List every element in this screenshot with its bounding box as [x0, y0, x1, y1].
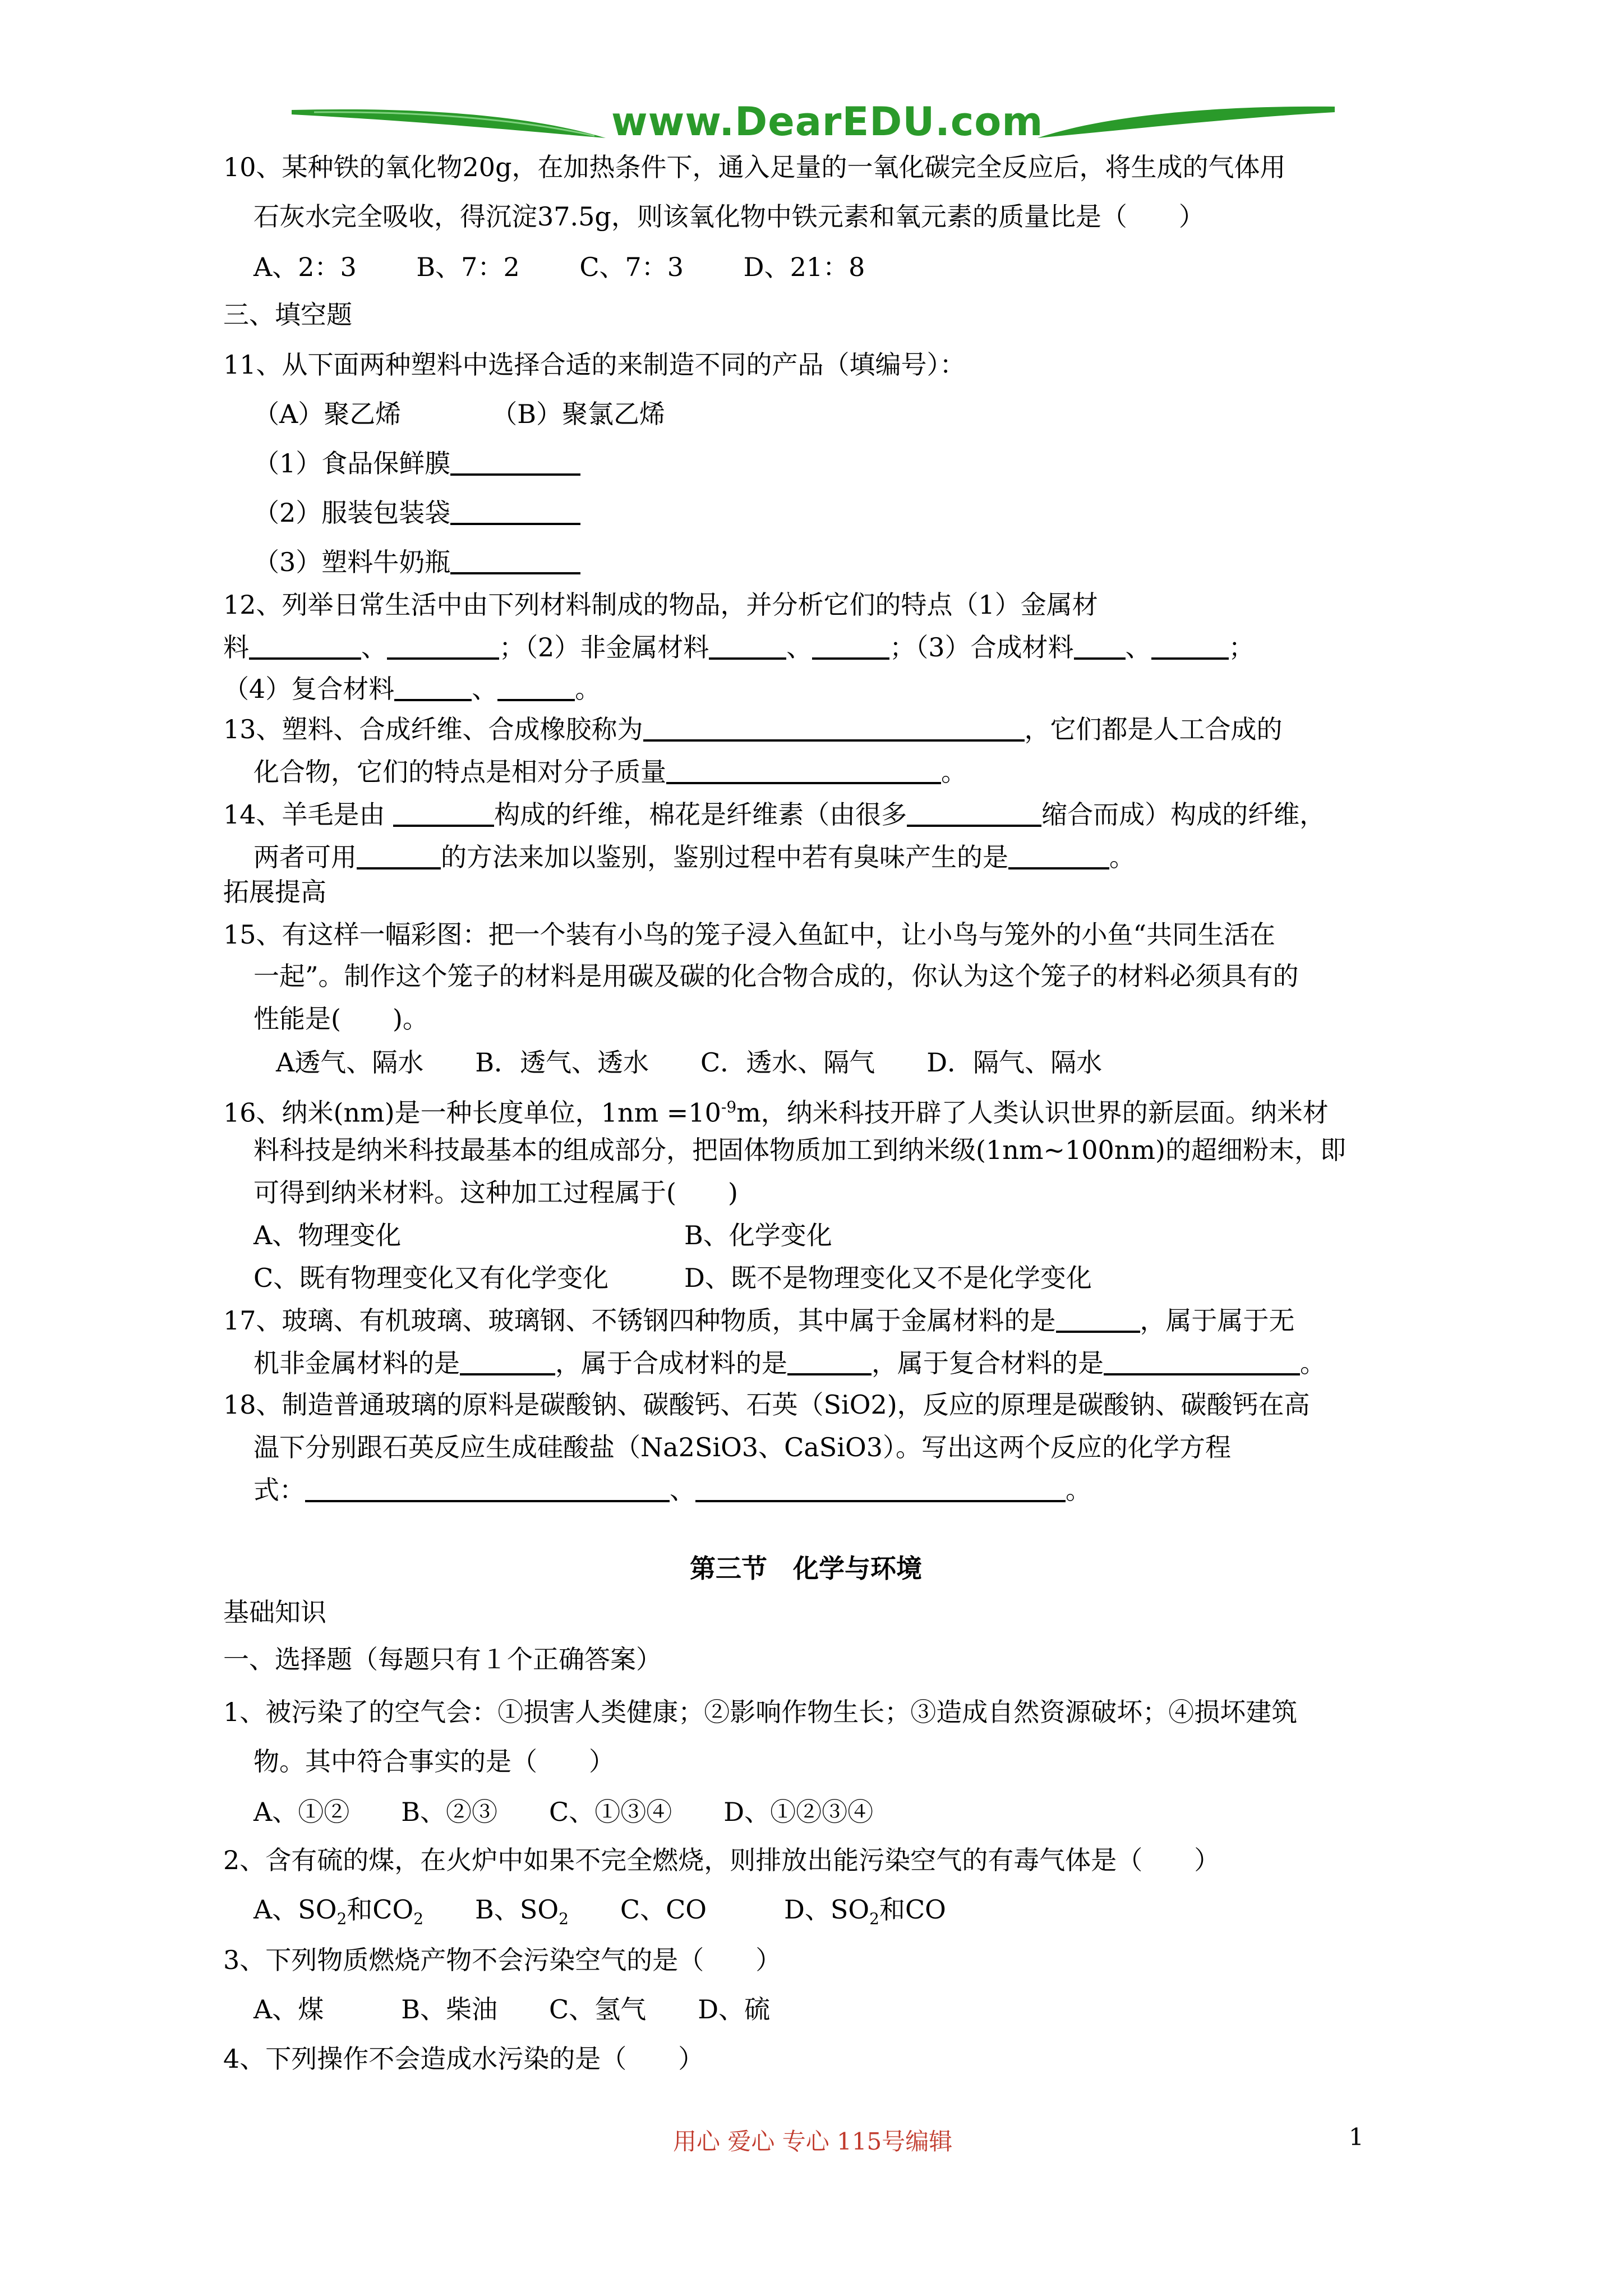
section-fill-in: 三、填空题: [223, 300, 352, 330]
q10-options: A、2：3 B、7：2 C、7：3 D、21：8: [253, 252, 865, 282]
q12-line1: 12、列举日常生活中由下列材料制成的物品，并分析它们的特点（1）金属材: [223, 590, 1098, 620]
q3-options: A、煤 B、柴油 C、氢气 D、硫: [253, 1994, 771, 2024]
q10-line1: 10、某种铁的氧化物20g，在加热条件下，通入足量的一氧化碳完全反应后，将生成的气体用: [223, 152, 1286, 182]
q17-line2: 机非金属材料的是 ，属于合成材料的是 ，属于复合材料的是 。: [253, 1348, 1326, 1378]
answer-blank[interactable]: [1104, 1349, 1300, 1375]
q14-line1: 14、羊毛是由 构成的纤维，棉花是纤维素（由很多 缩合而成）构成的纤维，: [223, 799, 1326, 830]
q18-line1: 18、制造普通玻璃的原料是碳酸钠、碳酸钙、石英（SiO2)，反应的原理是碳酸钠、碳酸钙在高: [223, 1389, 1310, 1420]
answer-blank[interactable]: [709, 633, 786, 660]
q1-options: A、①② B、②③ C、①③④ D、①②③④: [253, 1797, 874, 1827]
answer-blank[interactable]: [460, 1349, 555, 1375]
q3-stem: 3、下列物质燃烧产物不会污染空气的是（ ）: [223, 1945, 782, 1975]
section-title: 第三节 化学与环境: [690, 1553, 922, 1584]
q18-line3: 式： 、 。: [253, 1475, 1091, 1505]
q15-line1: 15、有这样一幅彩图：把一个装有小鸟的笼子浸入鱼缸中，让小鸟与笼外的小鱼“共同生活在: [223, 919, 1276, 950]
answer-blank[interactable]: [1008, 843, 1109, 869]
q13-line1: 13、塑料、合成纤维、合成橡胶称为 ，它们都是人工合成的: [223, 714, 1283, 744]
answer-blank[interactable]: [1151, 633, 1229, 660]
q15-line2: 一起”。制作这个笼子的材料是用碳及碳的化合物合成的，你认为这个笼子的材料必须具有的: [253, 961, 1299, 991]
q11-choices: （A）聚乙烯 （B）聚氯乙烯: [253, 399, 666, 429]
q16-line1: 16、纳米(nm)是一种长度单位，$1nm =10^{-9}m$，纳米科技开辟了人类认识世界的新层面。纳米材: [223, 1097, 1329, 1128]
section-extension: 拓展提高: [223, 877, 326, 907]
answer-blank[interactable]: [450, 547, 580, 574]
answer-blank[interactable]: [450, 498, 580, 525]
footer-text: 用心 爱心 专心 115号编辑: [673, 2128, 953, 2155]
answer-blank[interactable]: [394, 674, 472, 701]
q17-line1: 17、玻璃、有机玻璃、玻璃钢、不锈钢四种物质，其中属于金属材料的是 ，属于属于无: [223, 1305, 1295, 1336]
q14-line2: 两者可用 的方法来加以鉴别，鉴别过程中若有臭味产生的是 。: [253, 842, 1135, 872]
answer-blank[interactable]: [695, 1475, 1066, 1502]
answer-blank[interactable]: [1056, 1306, 1140, 1333]
q1-line2: 物。其中符合事实的是（ ）: [253, 1746, 615, 1777]
answer-blank[interactable]: [787, 1349, 872, 1375]
answer-blank[interactable]: [812, 633, 889, 660]
subsection-basic: 基础知识: [223, 1597, 326, 1627]
q15-options: A透气、隔水 B．透气、透水 C．透水、隔气 D．隔气、隔水: [276, 1047, 1103, 1078]
q13-line2: 化合物，它们的特点是相对分子质量 。: [253, 757, 967, 787]
q4-stem: 4、下列操作不会造成水污染的是（ ）: [223, 2044, 704, 2074]
q16-option-c: C、既有物理变化又有化学变化: [253, 1263, 609, 1293]
q18-line2: 温下分别跟石英反应生成硅酸盐（Na2SiO3、CaSiO3）。写出这两个反应的化学方程: [253, 1432, 1231, 1462]
q16-line2: 料科技是纳米科技最基本的组成部分，把固体物质加工到纳米级(1nm~100nm)的超细粉末，即: [253, 1135, 1346, 1165]
q2-options: A、$SO_2$和$CO_2$ B、$SO_2$ C、CO D、$SO_2$和CO: [253, 1894, 946, 1929]
answer-blank[interactable]: [666, 757, 941, 784]
q1-line1: 1、被污染了的空气会：①损害人类健康；②影响作物生长；③造成自然资源破坏；④损坏建筑: [223, 1697, 1298, 1727]
section-choice: 一、选择题（每题只有１个正确答案）: [223, 1644, 662, 1674]
q11-item-2: （2）服装包装袋: [253, 497, 580, 528]
q11-stem: 11、从下面两种塑料中选择合适的来制造不同的产品（填编号）：: [223, 349, 966, 380]
q11-item-1: （1）食品保鲜膜: [253, 448, 580, 479]
answer-blank[interactable]: [357, 843, 441, 869]
answer-blank[interactable]: [305, 1475, 670, 1502]
answer-blank[interactable]: [643, 715, 1025, 742]
q12-line2: 料 、 ；（2）非金属材料 、 ；（3）合成材料 、 ；: [223, 632, 1255, 662]
q16-option-d: D、既不是物理变化又不是化学变化: [684, 1263, 1092, 1293]
q2-stem: 2、含有硫的煤，在火炉中如果不完全燃烧，则排放出能污染空气的有毒气体是（ ）: [223, 1845, 1220, 1875]
answer-blank[interactable]: [387, 633, 499, 660]
answer-blank[interactable]: [249, 633, 361, 660]
answer-blank[interactable]: [1074, 633, 1126, 660]
q10-line2: 石灰水完全吸收，得沉淀37.5g，则该氧化物中铁元素和氧元素的质量比是（ ）: [253, 201, 1205, 232]
answer-blank[interactable]: [393, 800, 494, 827]
page-number: 1: [1349, 2123, 1364, 2151]
q11-item-3: （3）塑料牛奶瓶: [253, 546, 580, 578]
site-logo: www.DearEDU.com: [611, 99, 1044, 145]
q12-line3: （4）复合材料 、 。: [223, 674, 601, 704]
answer-blank[interactable]: [497, 674, 575, 701]
q16-option-a: A、物理变化: [253, 1220, 402, 1250]
answer-blank[interactable]: [907, 800, 1041, 827]
answer-blank[interactable]: [450, 449, 580, 476]
q16-option-b: B、化学变化: [684, 1220, 832, 1250]
q16-line3: 可得到纳米材料。这种加工过程属于( ): [253, 1177, 738, 1208]
q15-line3: 性能是( )。: [253, 1004, 428, 1034]
